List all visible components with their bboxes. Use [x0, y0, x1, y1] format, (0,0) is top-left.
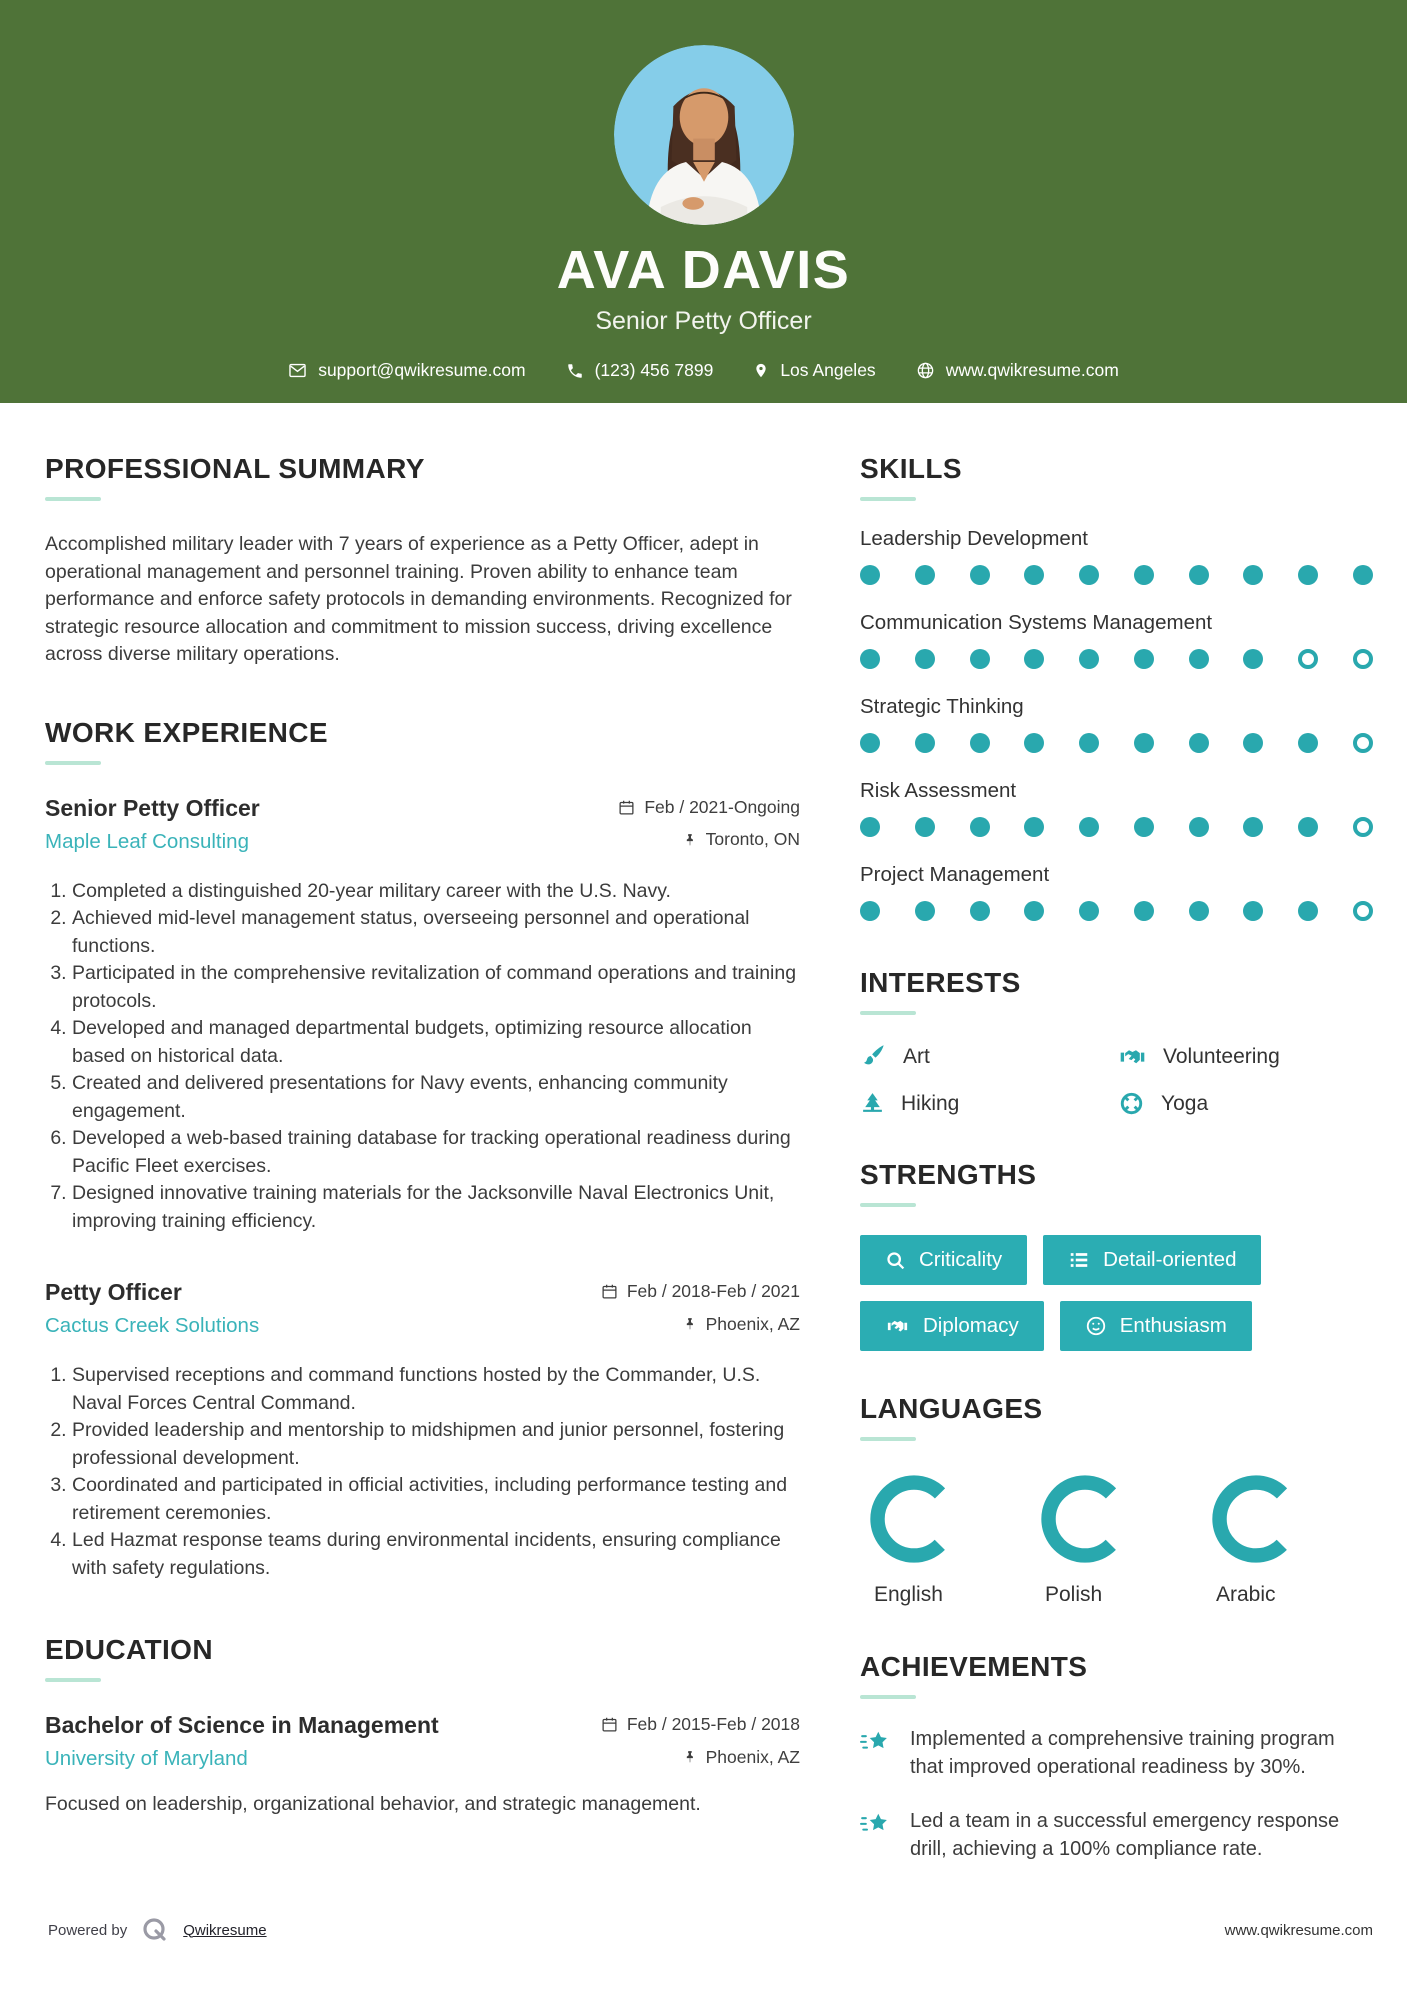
skill-name: Strategic Thinking [860, 695, 1024, 718]
job-title: Petty Officer [45, 1279, 182, 1305]
skill-dot-filled [860, 901, 880, 921]
heading-underline [860, 497, 916, 501]
skill-dot-empty [1353, 649, 1373, 669]
interest-label: Volunteering [1163, 1044, 1280, 1068]
skill-dot-filled [1134, 901, 1154, 921]
skill-dot-empty [1353, 901, 1373, 921]
job-location [683, 1314, 800, 1335]
skill-dot-filled [915, 733, 935, 753]
language-label: Polish [1045, 1583, 1103, 1606]
heading-underline [45, 497, 101, 501]
section-heading: PROFESSIONAL SUMMARY [45, 453, 425, 484]
skill-dot-filled [1189, 733, 1209, 753]
skill-dot-filled [860, 733, 880, 753]
contact-email[interactable] [288, 360, 525, 381]
skill-dot-filled [970, 817, 990, 837]
skill-dot-filled [915, 565, 935, 585]
footer-branding [48, 1916, 267, 1944]
language-level-ring [1037, 1471, 1133, 1567]
calendar-icon [601, 1283, 618, 1300]
strength-label: Criticality [919, 1248, 1003, 1271]
skill-name: Communication Systems Management [860, 611, 1213, 634]
strength-badge-enthusiasm [1060, 1301, 1252, 1351]
strength-label: Diplomacy [923, 1314, 1019, 1337]
strength-label: Enthusiasm [1119, 1314, 1227, 1337]
section-skills [860, 453, 1373, 921]
skill-dot-filled [915, 649, 935, 669]
shooting-star-icon [860, 1727, 892, 1757]
job-location-text: Phoenix, AZ [705, 1313, 800, 1334]
skill-dot-filled [1243, 901, 1263, 921]
skill-dot-filled [1134, 733, 1154, 753]
location-text: Los Angeles [780, 360, 876, 380]
location-pin-icon [753, 361, 769, 380]
skill-dot-filled [1079, 817, 1099, 837]
section-heading: SKILLS [860, 453, 962, 484]
achievement-item [860, 1807, 1373, 1863]
skill-dot-filled [915, 817, 935, 837]
skill-item [860, 611, 1373, 669]
school-name: University of Maryland [45, 1747, 248, 1770]
email-icon [288, 361, 307, 380]
languages-grid [860, 1471, 1373, 1607]
skill-rating [860, 733, 1373, 753]
skill-dot-filled [1298, 565, 1318, 585]
skill-dot-filled [1243, 649, 1263, 669]
magnifier-icon [885, 1250, 906, 1271]
skill-dot-filled [1134, 817, 1154, 837]
skill-dot-filled [970, 733, 990, 753]
contact-bar [0, 360, 1407, 381]
education-location-text: Phoenix, AZ [705, 1746, 800, 1767]
language-label: Arabic [1216, 1583, 1276, 1606]
heading-underline [860, 1695, 916, 1699]
strength-badge-detail-oriented [1043, 1235, 1261, 1285]
education-date [601, 1714, 800, 1735]
skill-dot-filled [1189, 649, 1209, 669]
job-company: Cactus Creek Solutions [45, 1314, 260, 1337]
skill-dot-filled [1298, 733, 1318, 753]
lifebuoy-icon [1118, 1090, 1145, 1117]
interest-item [860, 1090, 1118, 1117]
calendar-icon [601, 1716, 618, 1733]
skill-dot-filled [1298, 901, 1318, 921]
interests-grid [860, 1043, 1373, 1117]
skill-dot-filled [1189, 565, 1209, 585]
footer-url[interactable]: www.qwikresume.com [1224, 1921, 1373, 1939]
skill-item [860, 527, 1373, 585]
contact-location [753, 360, 875, 381]
skill-dot-filled [1134, 649, 1154, 669]
strengths-buttons [860, 1235, 1373, 1351]
left-column [45, 453, 800, 1863]
skill-dot-filled [970, 565, 990, 585]
skill-dot-filled [1134, 565, 1154, 585]
pushpin-icon [683, 1316, 697, 1332]
education-location [683, 1747, 800, 1768]
strength-badge-diplomacy [860, 1301, 1044, 1351]
contact-website[interactable] [916, 360, 1119, 381]
candidate-title: Senior Petty Officer [595, 307, 812, 335]
skill-dot-filled [1353, 565, 1373, 585]
section-work-experience [45, 717, 800, 1583]
skill-dot-filled [1189, 901, 1209, 921]
section-heading: EDUCATION [45, 1634, 213, 1665]
job-bullet: 4. Developed and managed departmental budgets, optimizing resource allocation based on historical data. [72, 1015, 800, 1070]
pushpin-icon [683, 1749, 697, 1765]
interest-item [1118, 1043, 1373, 1070]
job-bullet-list [45, 878, 800, 1236]
skill-rating [860, 649, 1373, 669]
section-achievements [860, 1651, 1373, 1863]
heading-underline [860, 1437, 916, 1441]
heading-underline [860, 1011, 916, 1015]
candidate-name: AVA DAVIS [556, 240, 851, 300]
summary-text: Accomplished military leader with 7 years of experience as a Petty Officer, adept in operational management and personnel training. Proven ability to enhance team performance and enforce safety protocols in demanding environments. Recognized for strategic resource allocation and commitment to mission success, driving excellence across diverse military operations. [45, 533, 792, 665]
language-level-ring [1208, 1471, 1304, 1567]
skill-dot-filled [1024, 901, 1044, 921]
qwikresume-link[interactable]: Qwikresume [183, 1921, 267, 1939]
skill-dot-filled [1189, 817, 1209, 837]
job-bullet: 7. Designed innovative training materials for the Jacksonville Naval Electronics Unit, improving training efficiency. [72, 1180, 800, 1235]
skill-dot-empty [1353, 817, 1373, 837]
section-education [45, 1634, 800, 1819]
language-level-ring [866, 1471, 962, 1567]
smiley-icon [1085, 1315, 1107, 1337]
skill-dot-filled [1243, 817, 1263, 837]
job-date-text: Feb / 2021-Ongoing [644, 796, 800, 817]
skill-item [860, 863, 1373, 921]
skill-rating [860, 817, 1373, 837]
job-bullet: 5. Created and delivered presentations for Navy events, enhancing community engagement. [72, 1070, 800, 1125]
achievement-text: Implemented a comprehensive training program that improved operational readiness by 30%. [910, 1728, 1335, 1778]
skill-dot-filled [915, 901, 935, 921]
skill-dot-filled [970, 901, 990, 921]
language-item [860, 1471, 1031, 1607]
handshake-icon [1118, 1043, 1147, 1070]
calendar-icon [618, 799, 635, 816]
job-bullet: 1. Completed a distinguished 20-year military career with the U.S. Navy. [72, 878, 800, 906]
skill-dot-filled [1024, 565, 1044, 585]
heading-underline [45, 761, 101, 765]
email-text: support@qwikresume.com [318, 360, 526, 380]
skill-rating [860, 901, 1373, 921]
skill-dot-filled [1024, 817, 1044, 837]
skill-dot-filled [1298, 817, 1318, 837]
skill-item [860, 779, 1373, 837]
skill-name: Project Management [860, 863, 1050, 886]
skill-dot-empty [1298, 649, 1318, 669]
interest-item [1118, 1090, 1373, 1117]
section-heading: INTERESTS [860, 967, 1021, 998]
degree-title: Bachelor of Science in Management [45, 1712, 439, 1738]
skill-name: Leadership Development [860, 527, 1088, 550]
website-text: www.qwikresume.com [945, 360, 1119, 380]
education-entry [45, 1712, 800, 1819]
main-content [0, 403, 1407, 1863]
skill-item [860, 695, 1373, 753]
profile-photo [614, 45, 794, 225]
avatar-illustration [614, 45, 794, 225]
paintbrush-icon [860, 1043, 887, 1070]
skill-dot-filled [1024, 733, 1044, 753]
job-location-text: Toronto, ON [705, 829, 800, 849]
globe-icon [916, 361, 935, 380]
achievement-text: Led a team in a successful emergency response drill, achieving a 100% compliance rate. [910, 1810, 1340, 1860]
handshake-icon [885, 1315, 910, 1337]
job-entry [45, 795, 800, 1236]
interest-label: Yoga [1161, 1091, 1209, 1115]
interest-label: Hiking [901, 1091, 960, 1115]
achievement-item [860, 1725, 1373, 1781]
skill-dot-filled [1079, 733, 1099, 753]
job-date-text: Feb / 2018-Feb / 2021 [626, 1281, 800, 1301]
skill-dot-filled [860, 565, 880, 585]
phone-icon [566, 362, 584, 380]
heading-underline [860, 1203, 916, 1207]
skill-dot-filled [1024, 649, 1044, 669]
section-heading: STRENGTHS [860, 1159, 1037, 1190]
heading-underline [45, 1678, 101, 1682]
language-item [1031, 1471, 1202, 1607]
language-item [1202, 1471, 1373, 1607]
skill-dot-filled [860, 649, 880, 669]
skill-dot-filled [1243, 565, 1263, 585]
job-date [618, 797, 800, 818]
list-icon [1068, 1249, 1090, 1271]
job-company: Maple Leaf Consulting [45, 829, 249, 853]
skill-dot-filled [970, 649, 990, 669]
job-bullet: 6. Developed a web-based training database for tracking operational readiness during Pacific Fleet exercises. [72, 1125, 800, 1180]
skill-dot-filled [860, 817, 880, 837]
footer [48, 1916, 1373, 1944]
strength-label: Detail-oriented [1103, 1248, 1237, 1271]
section-strengths [860, 1159, 1373, 1351]
job-bullet-list [45, 1362, 800, 1582]
section-interests [860, 967, 1373, 1117]
education-date-text: Feb / 2015-Feb / 2018 [626, 1714, 800, 1734]
contact-phone [566, 360, 714, 381]
pushpin-icon [683, 832, 697, 848]
skill-rating [860, 565, 1373, 585]
job-bullet: 3. Coordinated and participated in official activities, including performance testing and retirement ceremonies. [72, 1472, 800, 1527]
right-column [860, 453, 1373, 1863]
phone-text: (123) 456 7899 [594, 360, 714, 380]
pine-tree-icon [860, 1090, 885, 1117]
job-bullet: 2. Provided leadership and mentorship to midshipmen and junior personnel, fostering professional development. [72, 1417, 800, 1472]
skill-dot-filled [1079, 901, 1099, 921]
job-title: Senior Petty Officer [45, 794, 260, 821]
job-bullet: 3. Participated in the comprehensive revitalization of command operations and training protocols. [72, 960, 800, 1015]
qwikresume-logo [141, 1916, 169, 1944]
job-bullet: 2. Achieved mid-level management status, overseeing personnel and operational functions. [72, 905, 800, 960]
job-location [683, 829, 800, 850]
job-entry [45, 1279, 800, 1582]
section-heading: WORK EXPERIENCE [45, 716, 328, 748]
education-description: Focused on leadership, organizational behavior, and strategic management. [45, 1793, 701, 1815]
skill-name: Risk Assessment [860, 779, 1017, 802]
header [0, 0, 1407, 403]
skill-dot-filled [1079, 649, 1099, 669]
interest-item [860, 1043, 1118, 1070]
skill-dot-empty [1353, 733, 1373, 753]
skill-dot-filled [1079, 565, 1099, 585]
section-professional-summary [45, 453, 800, 669]
section-heading: ACHIEVEMENTS [860, 1651, 1088, 1682]
section-languages [860, 1393, 1373, 1607]
language-label: English [874, 1583, 943, 1606]
powered-by-label: Powered by [48, 1921, 128, 1939]
strength-badge-criticality [860, 1235, 1027, 1285]
skill-dot-filled [1243, 733, 1263, 753]
job-bullet: 1. Supervised receptions and command functions hosted by the Commander, U.S. Naval Forces Central Command. [72, 1362, 800, 1417]
section-heading: LANGUAGES [860, 1393, 1043, 1424]
shooting-star-icon [860, 1809, 892, 1839]
job-bullet: 4. Led Hazmat response teams during environmental incidents, ensuring compliance with safety regulations. [72, 1527, 800, 1582]
job-date [601, 1281, 800, 1302]
interest-label: Art [903, 1044, 930, 1068]
